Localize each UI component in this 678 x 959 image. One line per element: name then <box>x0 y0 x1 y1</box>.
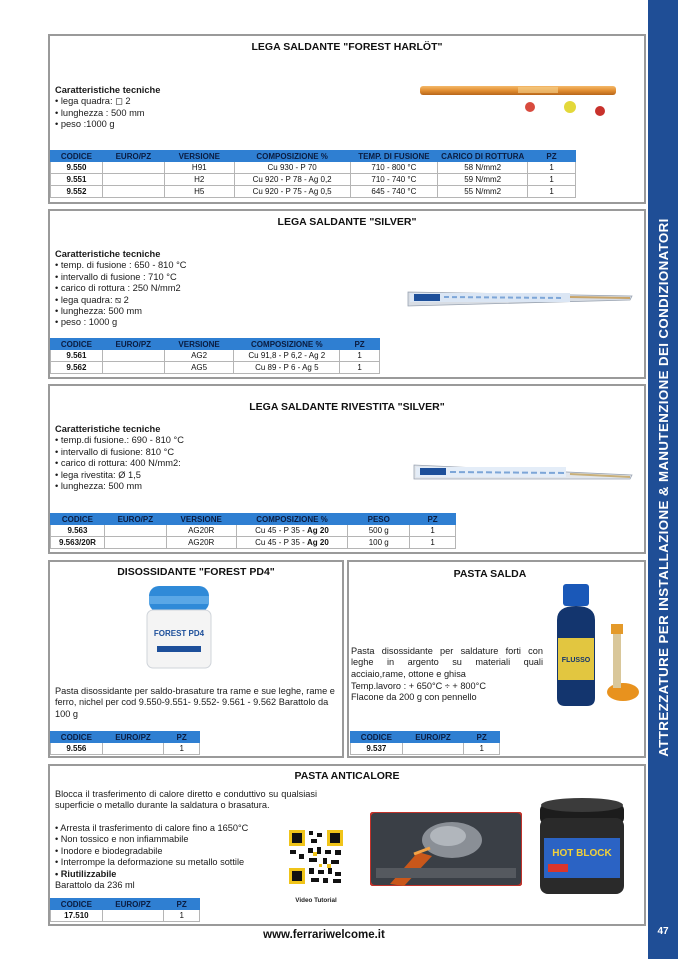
spec-item: • temp.di fusione.: 690 - 810 °C <box>55 435 184 446</box>
col-header: COMPOSIZIONE % <box>236 514 348 525</box>
feature-item: • Riutilizzabile <box>55 868 117 879</box>
tensile-cell: 55 N/mm2 <box>438 186 528 198</box>
col-header: PZ <box>410 514 456 525</box>
coated-rod-image <box>410 459 636 489</box>
col-header: VERSIONE <box>164 339 234 350</box>
col-header: VERSIONE <box>164 151 234 162</box>
product-title: DISOSSIDANTE "FOREST PD4" <box>117 566 275 578</box>
feature-item: • Inodore e biodegradabile <box>55 845 163 856</box>
spec-item: • lega quadra: ⧅ 2 <box>55 294 129 305</box>
feature-item: • Non tossico e non infiammabile <box>55 834 189 845</box>
table-header-row <box>51 339 380 350</box>
specs-heading: Caratteristiche tecniche <box>55 249 161 259</box>
composition-cell: Cu 920 - P 75 - Ag 0,5 <box>234 186 350 198</box>
product-table <box>50 150 576 198</box>
version-cell: AG20R <box>166 537 236 549</box>
spec-item: • temp. di fusione : 650 - 810 °C <box>55 260 187 271</box>
version-cell: AG2 <box>164 350 234 362</box>
product-description: Pasta disossidante per saldature forti con leghe in argento su materiali quali acciaio,rame, ottone e ghisa <box>351 646 543 679</box>
table-row <box>51 162 576 174</box>
qty-cell: 1 <box>410 525 456 537</box>
col-header: COMPOSIZIONE % <box>234 339 340 350</box>
qty-cell: 1 <box>164 910 200 922</box>
welding-photo <box>370 812 522 886</box>
specs-list <box>55 85 160 131</box>
col-header: EURO/PZ <box>102 151 164 162</box>
svg-text:FLUSSO: FLUSSO <box>561 657 591 664</box>
spec-item: • lunghezza : 500 mm <box>55 107 145 118</box>
version-cell: H5 <box>164 186 234 198</box>
composition-cell: Cu 89 - P 6 - Ag 5 <box>234 362 340 374</box>
code-cell: 9.537 <box>351 743 403 755</box>
col-header: VERSIONE <box>166 514 236 525</box>
col-header: PZ <box>464 732 500 743</box>
composition-cell: Cu 45 - P 35 - Ag 20 <box>236 525 348 537</box>
feature-item: • Interrompe la deformazione su metallo sottile <box>55 857 245 868</box>
code-cell: 9.561 <box>51 350 103 362</box>
composition-cell: Cu 920 - P 78 - Ag 0,2 <box>234 174 350 186</box>
side-title: ATTREZZATURE PER INSTALLAZIONE & MANUTENZIONE DEI CONDIZIONATORI <box>655 218 671 757</box>
specs-list <box>55 249 187 329</box>
spec-item: • lega quadra: ◻ 2 <box>55 96 131 107</box>
website-link[interactable]: www.ferrariwelcome.it <box>263 929 385 941</box>
code-cell: 9.563 <box>51 525 105 537</box>
table-row <box>51 362 380 374</box>
spec-item: • lega rivestita: Ø 1,5 <box>55 469 141 480</box>
weight-cell: 100 g <box>348 537 410 549</box>
code-cell: 9.552 <box>51 186 103 198</box>
table-header-row <box>51 151 576 162</box>
composition-cell: Cu 930 - P 70 <box>234 162 350 174</box>
table-row <box>51 910 200 922</box>
table-row <box>51 174 576 186</box>
spec-item: • peso :1000 g <box>55 119 115 130</box>
qty-cell: 1 <box>464 743 500 755</box>
product-intro: Blocca il trasferimento di calore diretto e conduttivo su qualsiasi superficie o metallo durante la saldatura o brasatura. <box>55 789 317 811</box>
weight-cell: 500 g <box>348 525 410 537</box>
col-header: CODICE <box>51 514 105 525</box>
table-header-row <box>51 732 200 743</box>
spec-item: • lunghezza: 500 mm <box>55 306 142 317</box>
page-number: 47 <box>657 926 669 937</box>
svg-text:FOREST PD4: FOREST PD4 <box>153 629 205 638</box>
col-header: CODICE <box>51 899 103 910</box>
col-header: EURO/PZ <box>102 339 164 350</box>
price-cell <box>104 525 166 537</box>
col-header: PZ <box>164 899 200 910</box>
qty-cell: 1 <box>164 743 200 755</box>
product-title: LEGA SALDANTE RIVESTITA "SILVER" <box>249 401 445 413</box>
qr-code-icon[interactable] <box>287 828 345 886</box>
spec-item: • intervallo di fusione: 810 °C <box>55 446 175 457</box>
qr-caption: Video Tutorial <box>295 897 337 904</box>
specs-list <box>55 424 184 492</box>
col-header: CODICE <box>51 339 103 350</box>
tensile-cell: 59 N/mm2 <box>438 174 528 186</box>
flux-jar-image <box>143 584 215 672</box>
col-header: PZ <box>340 339 380 350</box>
product-description: Pasta disossidante per saldo-brasature tra rame e sue leghe, rame e ferro, nichel per cod 9.550-9.551- 9.552- 9.561 - 9.562 Barattolo da 100 g <box>55 686 335 719</box>
qty-cell: 1 <box>528 186 576 198</box>
product-title: LEGA SALDANTE "FOREST HARLÖT" <box>251 41 443 53</box>
price-cell <box>102 162 164 174</box>
price-cell <box>102 350 164 362</box>
product-table <box>50 338 380 374</box>
hot-block-jar-image <box>536 796 628 900</box>
package-info: Barattolo da 236 ml <box>55 880 135 891</box>
spec-item: • peso : 1000 g <box>55 317 118 328</box>
qty-cell: 1 <box>528 162 576 174</box>
working-temp: Temp.lavoro : + 650°C ÷ + 800°C <box>351 681 486 691</box>
col-header: EURO/PZ <box>102 899 164 910</box>
specs-heading: Caratteristiche tecniche <box>55 424 161 434</box>
silver-rod-image <box>404 284 636 314</box>
spec-item: • carico di rottura : 250 N/mm2 <box>55 283 181 294</box>
version-cell: H2 <box>164 174 234 186</box>
composition-cell: Cu 91,8 - P 6,2 - Ag 2 <box>234 350 340 362</box>
table-header-row <box>51 899 200 910</box>
product-title: PASTA SALDA <box>453 568 527 580</box>
code-cell: 17.510 <box>51 910 103 922</box>
version-cell: AG20R <box>166 525 236 537</box>
col-header: CODICE <box>51 732 103 743</box>
product-table <box>350 731 500 755</box>
solder-rod-image <box>418 78 620 120</box>
code-cell: 9.556 <box>51 743 103 755</box>
melting-temp-cell: 710 - 740 °C <box>350 174 438 186</box>
qty-cell: 1 <box>410 537 456 549</box>
table-header-row <box>351 732 500 743</box>
col-header: PZ <box>528 151 576 162</box>
table-row <box>51 525 456 537</box>
composition-cell: Cu 45 - P 35 - Ag 20 <box>236 537 348 549</box>
price-cell <box>102 743 164 755</box>
code-cell: 9.551 <box>51 174 103 186</box>
price-cell <box>102 174 164 186</box>
price-cell <box>104 537 166 549</box>
package-info: Flacone da 200 g con pennello <box>351 692 477 702</box>
col-header: PZ <box>164 732 200 743</box>
melting-temp-cell: 710 - 800 °C <box>350 162 438 174</box>
price-cell <box>102 362 164 374</box>
spec-item: • intervallo di fusione : 710 °C <box>55 271 177 282</box>
qty-cell: 1 <box>528 174 576 186</box>
product-table <box>50 731 200 755</box>
table-header-row <box>51 514 456 525</box>
spec-item: • carico di rottura: 400 N/mm2: <box>55 458 181 469</box>
specs-heading: Caratteristiche tecniche <box>55 85 161 95</box>
price-cell <box>102 186 164 198</box>
table-row <box>51 350 380 362</box>
qty-cell: 1 <box>340 350 380 362</box>
tensile-cell: 58 N/mm2 <box>438 162 528 174</box>
table-row <box>51 537 456 549</box>
product-title: PASTA ANTICALORE <box>294 770 400 782</box>
features-list <box>55 823 317 891</box>
table-row <box>51 186 576 198</box>
flux-bottle-image <box>549 580 641 718</box>
col-header: COMPOSIZIONE % <box>234 151 350 162</box>
col-header: EURO/PZ <box>102 732 164 743</box>
col-header: TEMP. DI FUSIONE <box>350 151 438 162</box>
table-row <box>51 743 200 755</box>
code-cell: 9.550 <box>51 162 103 174</box>
product-title: LEGA SALDANTE "SILVER" <box>277 216 417 228</box>
qty-cell: 1 <box>340 362 380 374</box>
col-header: EURO/PZ <box>402 732 464 743</box>
melting-temp-cell: 645 - 740 °C <box>350 186 438 198</box>
col-header: PESO <box>348 514 410 525</box>
code-cell: 9.562 <box>51 362 103 374</box>
table-row <box>351 743 500 755</box>
code-cell: 9.563/20R <box>51 537 105 549</box>
svg-text:HOT BLOCK: HOT BLOCK <box>552 848 612 859</box>
feature-item: • Arresta il trasferimento di calore fino a 1650°C <box>55 823 249 833</box>
version-cell: AG5 <box>164 362 234 374</box>
col-header: CODICE <box>351 732 403 743</box>
version-cell: H91 <box>164 162 234 174</box>
col-header: EURO/PZ <box>104 514 166 525</box>
price-cell <box>102 910 164 922</box>
col-header: CARICO DI ROTTURA <box>438 151 528 162</box>
product-table <box>50 898 200 922</box>
product-table <box>50 513 456 549</box>
col-header: CODICE <box>51 151 103 162</box>
price-cell <box>402 743 464 755</box>
spec-item: • lunghezza: 500 mm <box>55 481 142 492</box>
